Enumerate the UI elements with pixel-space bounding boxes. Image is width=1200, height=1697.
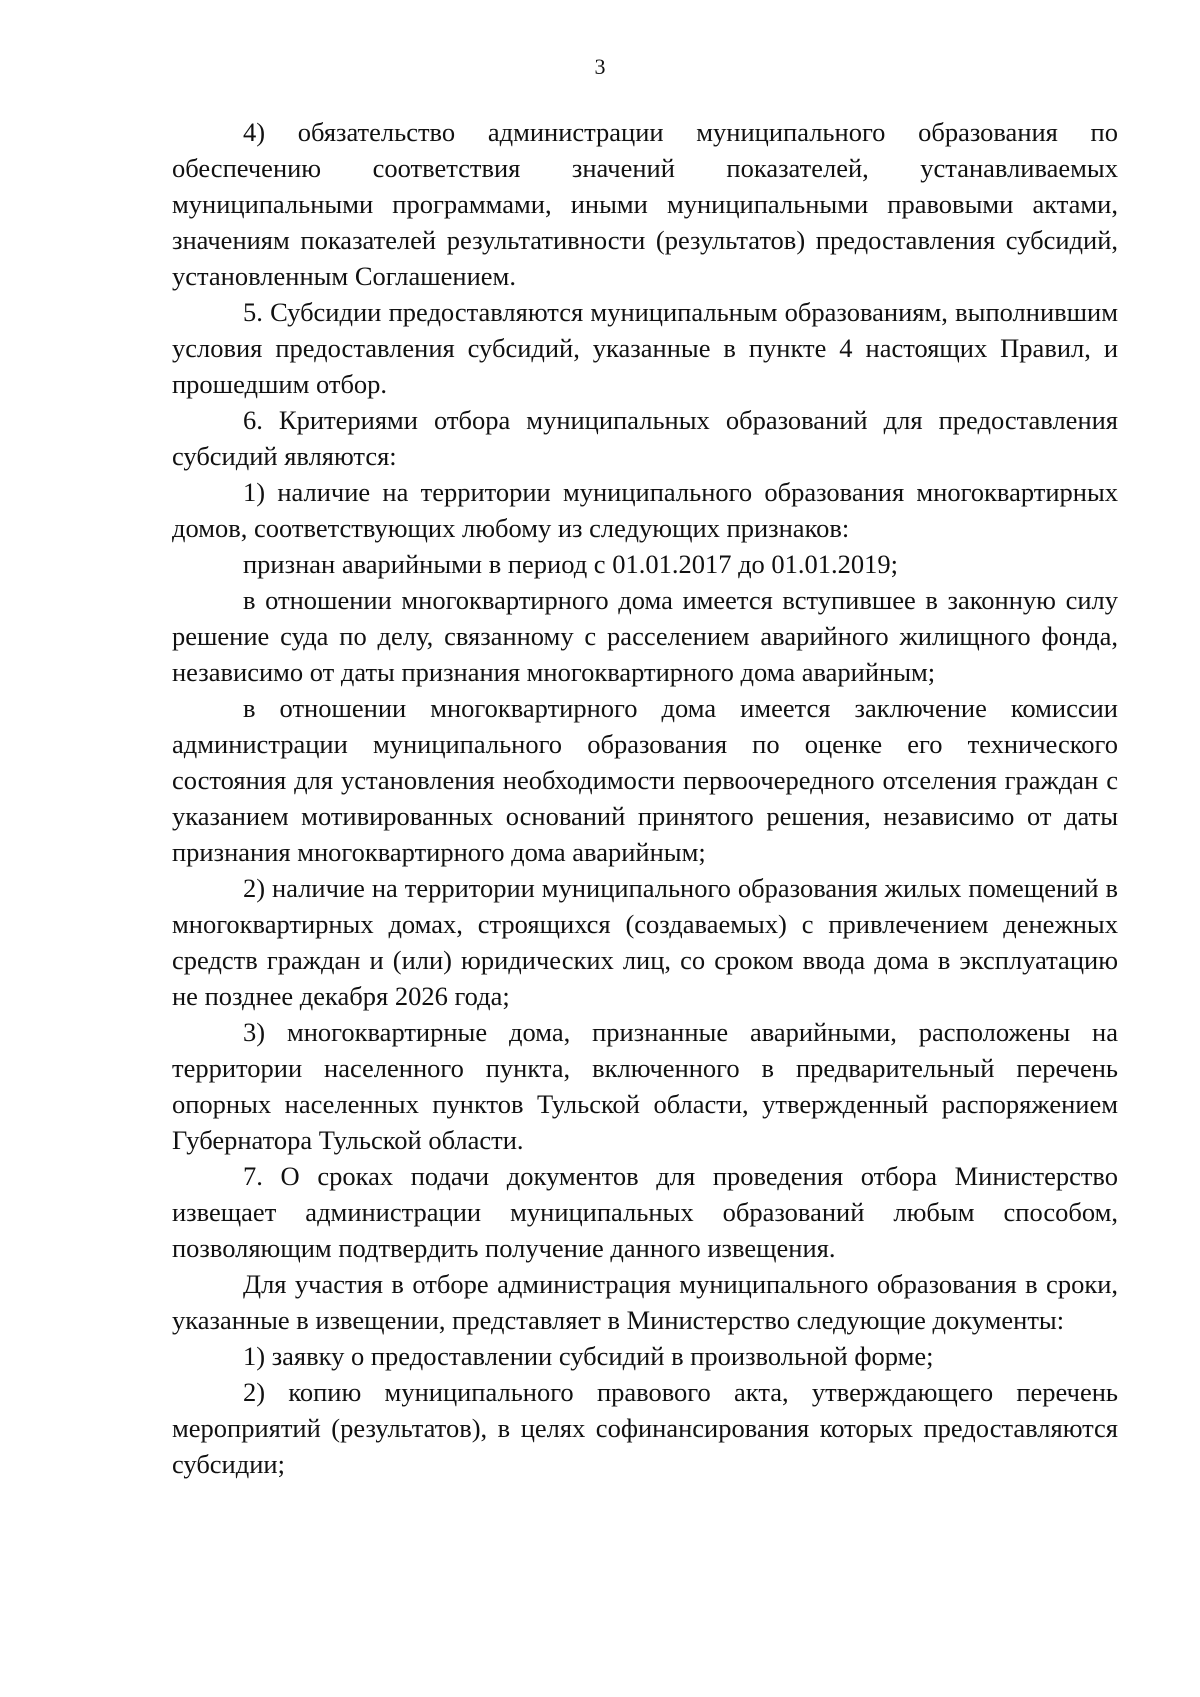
paragraph-criterion-3: 3) многоквартирные дома, признанные аварийными, расположены на территории населенного пункта, включенного в предварительный перечень опорных населенных пунктов Тульской области, утвержденный распоряжением Губернатора Тульской области. bbox=[172, 1017, 1118, 1155]
document-body bbox=[172, 114, 1118, 1482]
paragraph-item-5: 5. Субсидии предоставляются муниципальным образованиям, выполнившим условия предоставления субсидий, указанные в пункте 4 настоящих Правил, и прошедшим отбор. bbox=[172, 297, 1118, 399]
paragraph-sign-court-decision: в отношении многоквартирного дома имеется вступившее в законную силу решение суда по делу, связанному с расселением аварийного жилищного фонда, независимо от даты признания многоквартирного дома аварийным; bbox=[172, 585, 1118, 687]
paragraph-document-1: 1) заявку о предоставлении субсидий в произвольной форме; bbox=[243, 1341, 934, 1371]
paragraph-criterion-2: 2) наличие на территории муниципального образования жилых помещений в многоквартирных домах, строящихся (создаваемых) с привлечением денежных средств граждан и (или) юридических лиц, со сроком ввода дома в эксплуатацию не позднее декабря 2026 года; bbox=[172, 873, 1118, 1011]
paragraph-sign-emergency-period: признан аварийными в период с 01.01.2017 до 01.01.2019; bbox=[243, 549, 899, 579]
paragraph-criterion-1: 1) наличие на территории муниципального образования многоквартирных домов, соответствующих любому из следующих признаков: bbox=[172, 477, 1118, 543]
paragraph-sign-commission-conclusion: в отношении многоквартирного дома имеется заключение комиссии администрации муниципального образования по оценке его технического состояния для установления необходимости первоочередного отселения граждан с указанием мотивированных оснований принятого решения, независимо от даты признания многоквартирного дома аварийным; bbox=[172, 693, 1118, 867]
page-number: 3 bbox=[594, 54, 606, 79]
paragraph-document-2: 2) копию муниципального правового акта, утверждающего перечень мероприятий (результатов), в целях софинансирования которых предоставляются субсидии; bbox=[172, 1377, 1118, 1479]
paragraph-obligation-4: 4) обязательство администрации муниципального образования по обеспечению соответствия значений показателей, устанавливаемых муниципальными программами, иными муниципальными правовыми актами, значениям показателей результативности (результатов) предоставления субсидий, установленным Соглашением. bbox=[172, 117, 1118, 291]
paragraph-participation: Для участия в отборе администрация муниципального образования в сроки, указанные в извещении, представляет в Министерство следующие документы: bbox=[172, 1269, 1118, 1335]
paragraph-item-7: 7. О сроках подачи документов для проведения отбора Министерство извещает администрации муниципальных образований любым способом, позволяющим подтвердить получение данного извещения. bbox=[172, 1161, 1118, 1263]
paragraph-item-6: 6. Критериями отбора муниципальных образований для предоставления субсидий являются: bbox=[172, 405, 1118, 471]
